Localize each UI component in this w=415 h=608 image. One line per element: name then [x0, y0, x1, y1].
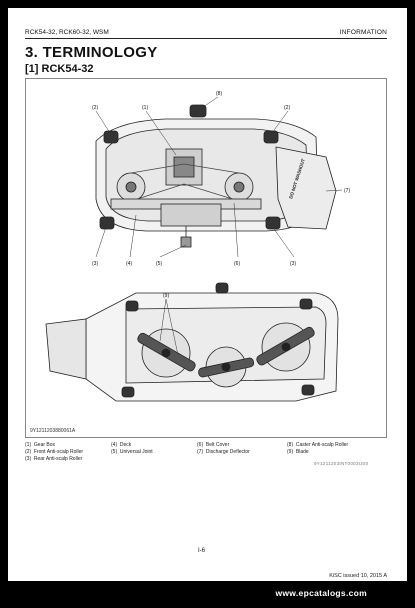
legend-code: 9Y1211203INT0003US0 [314, 461, 369, 466]
legend-item: (8) Caster Anti-scalp Roller [287, 442, 349, 448]
manual-page [8, 8, 407, 581]
legend-item: (5) Universal Joint [111, 449, 153, 455]
legend-item: (4) Deck [111, 442, 132, 448]
issue-note: KiSC issued 10, 2015 A [329, 573, 387, 579]
callout-1: (1) [142, 105, 149, 111]
callout-6: (6) [234, 261, 241, 267]
callout-2-right: (2) [284, 105, 291, 111]
legend-item: (2) Front Anti-scalp Roller [25, 449, 84, 455]
watermark-link[interactable]: www.epcatalogs.com [275, 588, 367, 598]
header-models: RCK54-32, RCK60-32, WSM [25, 29, 109, 36]
callout-3-left: (3) [92, 261, 99, 267]
deck-stencil-label: DO NOT WASHOUT [288, 158, 306, 200]
header-rule [25, 38, 387, 39]
legend-item: (6) Belt Cover [197, 442, 230, 448]
callout-7: (7) [344, 188, 351, 194]
terminology-figure [25, 78, 387, 438]
page-title: 3. TERMINOLOGY [25, 44, 158, 61]
callout-3-right: (3) [290, 261, 297, 267]
legend-item: (1) Gear Box [25, 442, 56, 448]
figure-id: 9Y1211203880061A [30, 428, 76, 434]
callouts-bottom [163, 293, 169, 299]
legend-item: (3) Rear Anti-scalp Roller [25, 456, 83, 462]
callout-5: (5) [156, 261, 163, 267]
callout-8: (8) [216, 91, 223, 97]
page-subtitle: [1] RCK54-32 [25, 63, 94, 75]
legend-item: (7) Discharge Deflector [197, 449, 250, 455]
mower-deck-illustration [26, 79, 386, 437]
deck-underside-view [46, 283, 338, 401]
legend-item: (9) Blade [287, 449, 309, 455]
callout-2-left: (2) [92, 105, 99, 111]
header-section: INFORMATION [339, 29, 387, 36]
callout-4: (4) [126, 261, 133, 267]
callout-9: (9) [163, 293, 170, 299]
page-number: I-6 [198, 548, 206, 554]
